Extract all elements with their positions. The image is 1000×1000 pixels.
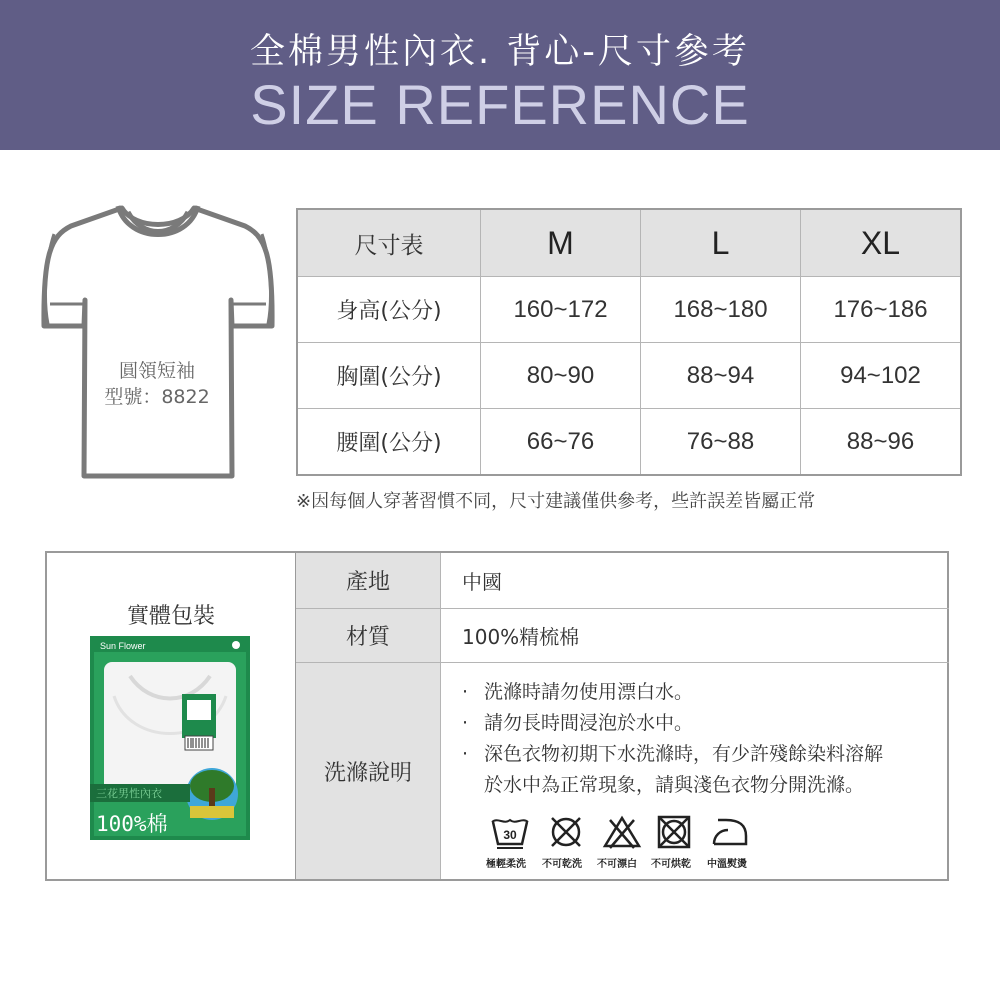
wash-instructions	[462, 677, 883, 801]
shirt-type-label: 圓領短袖	[118, 360, 195, 382]
care-label: 極輕柔洗	[486, 859, 526, 870]
list-item: · 洗滌時請勿使用漂白水。	[462, 681, 694, 703]
size-header-m: M	[481, 209, 641, 277]
wash-30-icon	[490, 814, 530, 850]
table-cell: 88~94	[641, 343, 801, 409]
row-label-chest: 胸圍(公分)	[297, 343, 481, 409]
wash-label: 洗滌說明	[296, 663, 441, 879]
iron-medium-icon	[710, 814, 750, 850]
info-row-origin	[296, 553, 949, 609]
table-cell: 94~102	[801, 343, 962, 409]
package-panel	[47, 553, 297, 879]
size-header-xl: XL	[801, 209, 962, 277]
row-label-height: 身高(公分)	[297, 277, 481, 343]
package-product-text: 三花男性內衣	[96, 787, 162, 800]
care-label: 不可乾洗	[542, 859, 582, 870]
package-title: 實體包裝	[126, 604, 215, 629]
table-row	[297, 409, 961, 476]
origin-label: 產地	[296, 553, 441, 608]
title-chinese: 全棉男性內衣. 背心-尺寸參考	[250, 32, 750, 72]
care-label: 不可漂白	[597, 859, 637, 870]
material-label: 材質	[296, 609, 441, 662]
table-row	[297, 277, 961, 343]
table-cell: 80~90	[481, 343, 641, 409]
material-value: 100%精梳棉	[462, 625, 580, 649]
package-cotton-text: 100%棉	[96, 812, 168, 836]
package-brand-text: Sun Flower	[100, 641, 146, 651]
header-banner	[0, 0, 1000, 150]
no-tumble-dry-icon	[656, 814, 692, 850]
list-item: · 深色衣物初期下水洗滌時，有少許殘餘染料溶解	[462, 743, 884, 765]
table-cell: 88~96	[801, 409, 962, 476]
table-cell: 176~186	[801, 277, 962, 343]
table-cell: 66~76	[481, 409, 641, 476]
origin-value: 中國	[462, 570, 502, 594]
title-english: SIZE REFERENCE	[250, 73, 750, 136]
table-cell: 160~172	[481, 277, 641, 343]
tshirt-outline-icon	[40, 204, 276, 484]
size-header-l: L	[641, 209, 801, 277]
no-dry-clean-icon	[548, 814, 584, 850]
table-row	[297, 343, 961, 409]
svg-text:30: 30	[503, 828, 517, 842]
table-cell: 76~88	[641, 409, 801, 476]
size-table-corner: 尺寸表	[297, 209, 481, 277]
list-item: · 請勿長時間浸泡於水中。	[462, 712, 694, 734]
row-label-waist: 腰圍(公分)	[297, 409, 481, 476]
info-row-material	[296, 609, 949, 663]
size-table	[296, 208, 962, 476]
table-cell: 168~180	[641, 277, 801, 343]
list-item-continuation: 於水中為正常現象，請與淺色衣物分開洗滌。	[484, 774, 865, 796]
shirt-model-label: 型號：8822	[104, 386, 210, 408]
care-label: 中溫熨燙	[707, 859, 747, 870]
package-photo	[90, 636, 250, 840]
size-note: ※因每個人穿著習慣不同，尺寸建議僅供參考，些許誤差皆屬正常	[296, 491, 816, 512]
care-label: 不可烘乾	[651, 859, 691, 870]
no-bleach-icon	[602, 814, 642, 850]
